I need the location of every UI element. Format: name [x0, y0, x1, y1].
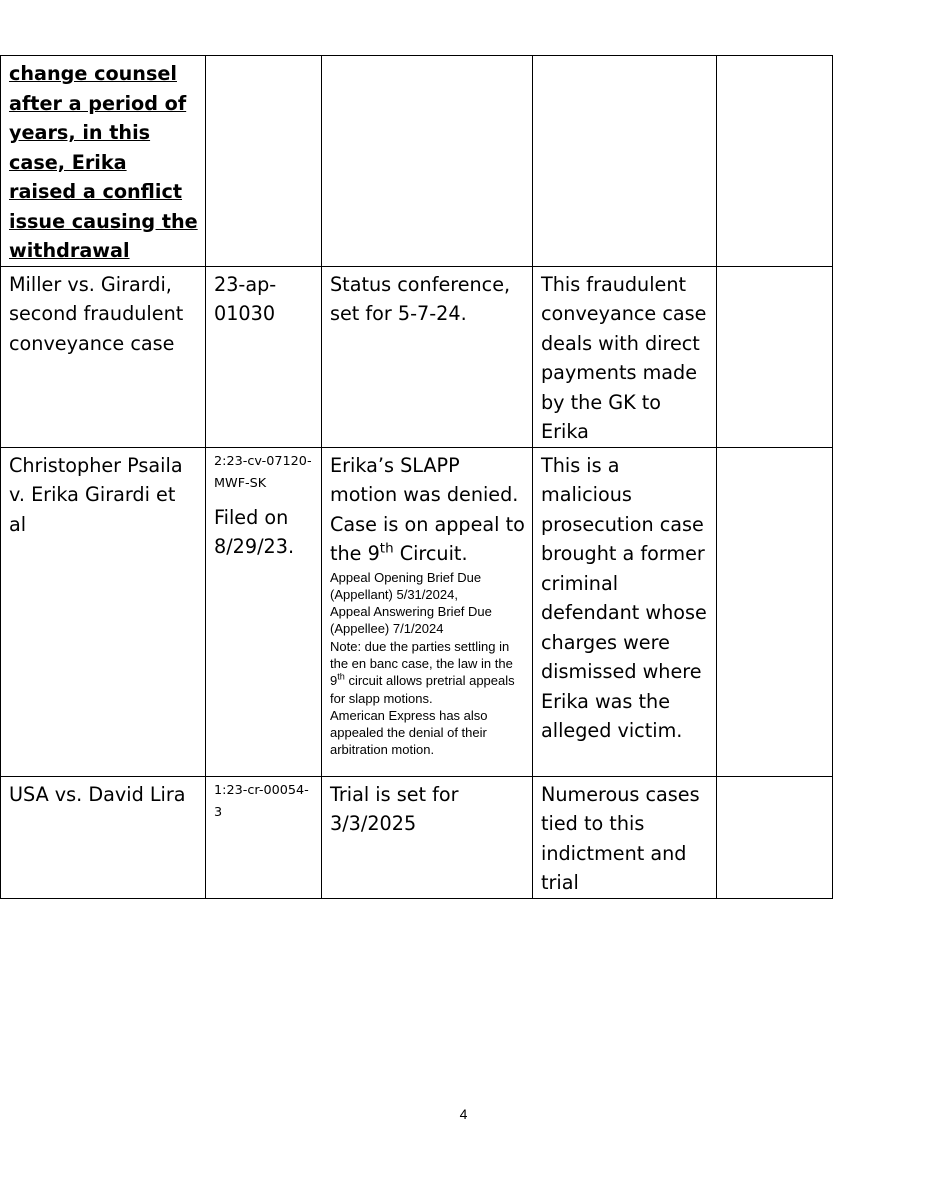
table-row	[1, 447, 833, 776]
status-superscript: th	[379, 541, 394, 557]
notes-cell: This is a malicious prosecution case brought a former criminal defendant whose charges were dismissed where Erika was the alleged victim.	[533, 447, 717, 776]
notes-cell	[533, 56, 717, 267]
page-number: 4	[459, 1106, 468, 1122]
extra-cell	[717, 447, 833, 776]
table-row	[1, 776, 833, 898]
status-cell: Trial is set for 3/3/2025	[322, 776, 533, 898]
case-number-cell: 23-ap-01030	[206, 266, 322, 447]
note-superscript: th	[337, 671, 345, 682]
status-cell	[322, 56, 533, 267]
extra-cell	[717, 266, 833, 447]
appeal-answering-brief: Appeal Answering Brief Due (Appellee) 7/1/2024	[330, 604, 492, 637]
notes-cell: Numerous cases tied to this indictment and trial	[533, 776, 717, 898]
status-cell	[322, 447, 533, 776]
case-cell: Christopher Psaila v. Erika Girardi et al	[1, 447, 206, 776]
case-number-cell	[206, 56, 322, 267]
extra-cell	[717, 776, 833, 898]
case-number-cell	[206, 447, 322, 776]
notes-cell: This fraudulent conveyance case deals with direct payments made by the GK to Erika	[533, 266, 717, 447]
note-text: Note: due the parties settling in the en banc case, the law in the 9	[330, 638, 513, 689]
case-number: 1:23-cr-00054-3	[214, 782, 309, 820]
status-summary	[330, 451, 525, 569]
status-note	[330, 638, 525, 707]
case-number: 2:23-cv-07120-MWF-SK	[214, 453, 312, 491]
status-cell: Status conference, set for 5-7-24.	[322, 266, 533, 447]
case-cell: USA vs. David Lira	[1, 776, 206, 898]
note-text-end: circuit allows pretrial appeals for slapp motions.	[330, 673, 515, 706]
appeal-opening-brief: Appeal Opening Brief Due (Appellant) 5/31/2024,	[330, 569, 482, 602]
filed-date: Filed on 8/29/23.	[214, 505, 295, 558]
status-text-end: Circuit.	[393, 542, 468, 565]
amex-note: American Express has also appealed the denial of their arbitration motion.	[330, 707, 488, 758]
case-status-table	[0, 55, 833, 899]
status-text: Erika’s SLAPP motion was denied. Case is on appeal to the 9	[330, 453, 525, 565]
case-cell: Miller vs. Girardi, second fraudulent conveyance case	[1, 266, 206, 447]
table-row	[1, 56, 833, 267]
extra-cell	[717, 56, 833, 267]
table-row	[1, 266, 833, 447]
case-number-cell	[206, 776, 322, 898]
case-cell: change counsel after a period of years, in this case, Erika raised a conflict issue causing the withdrawal	[1, 56, 206, 267]
